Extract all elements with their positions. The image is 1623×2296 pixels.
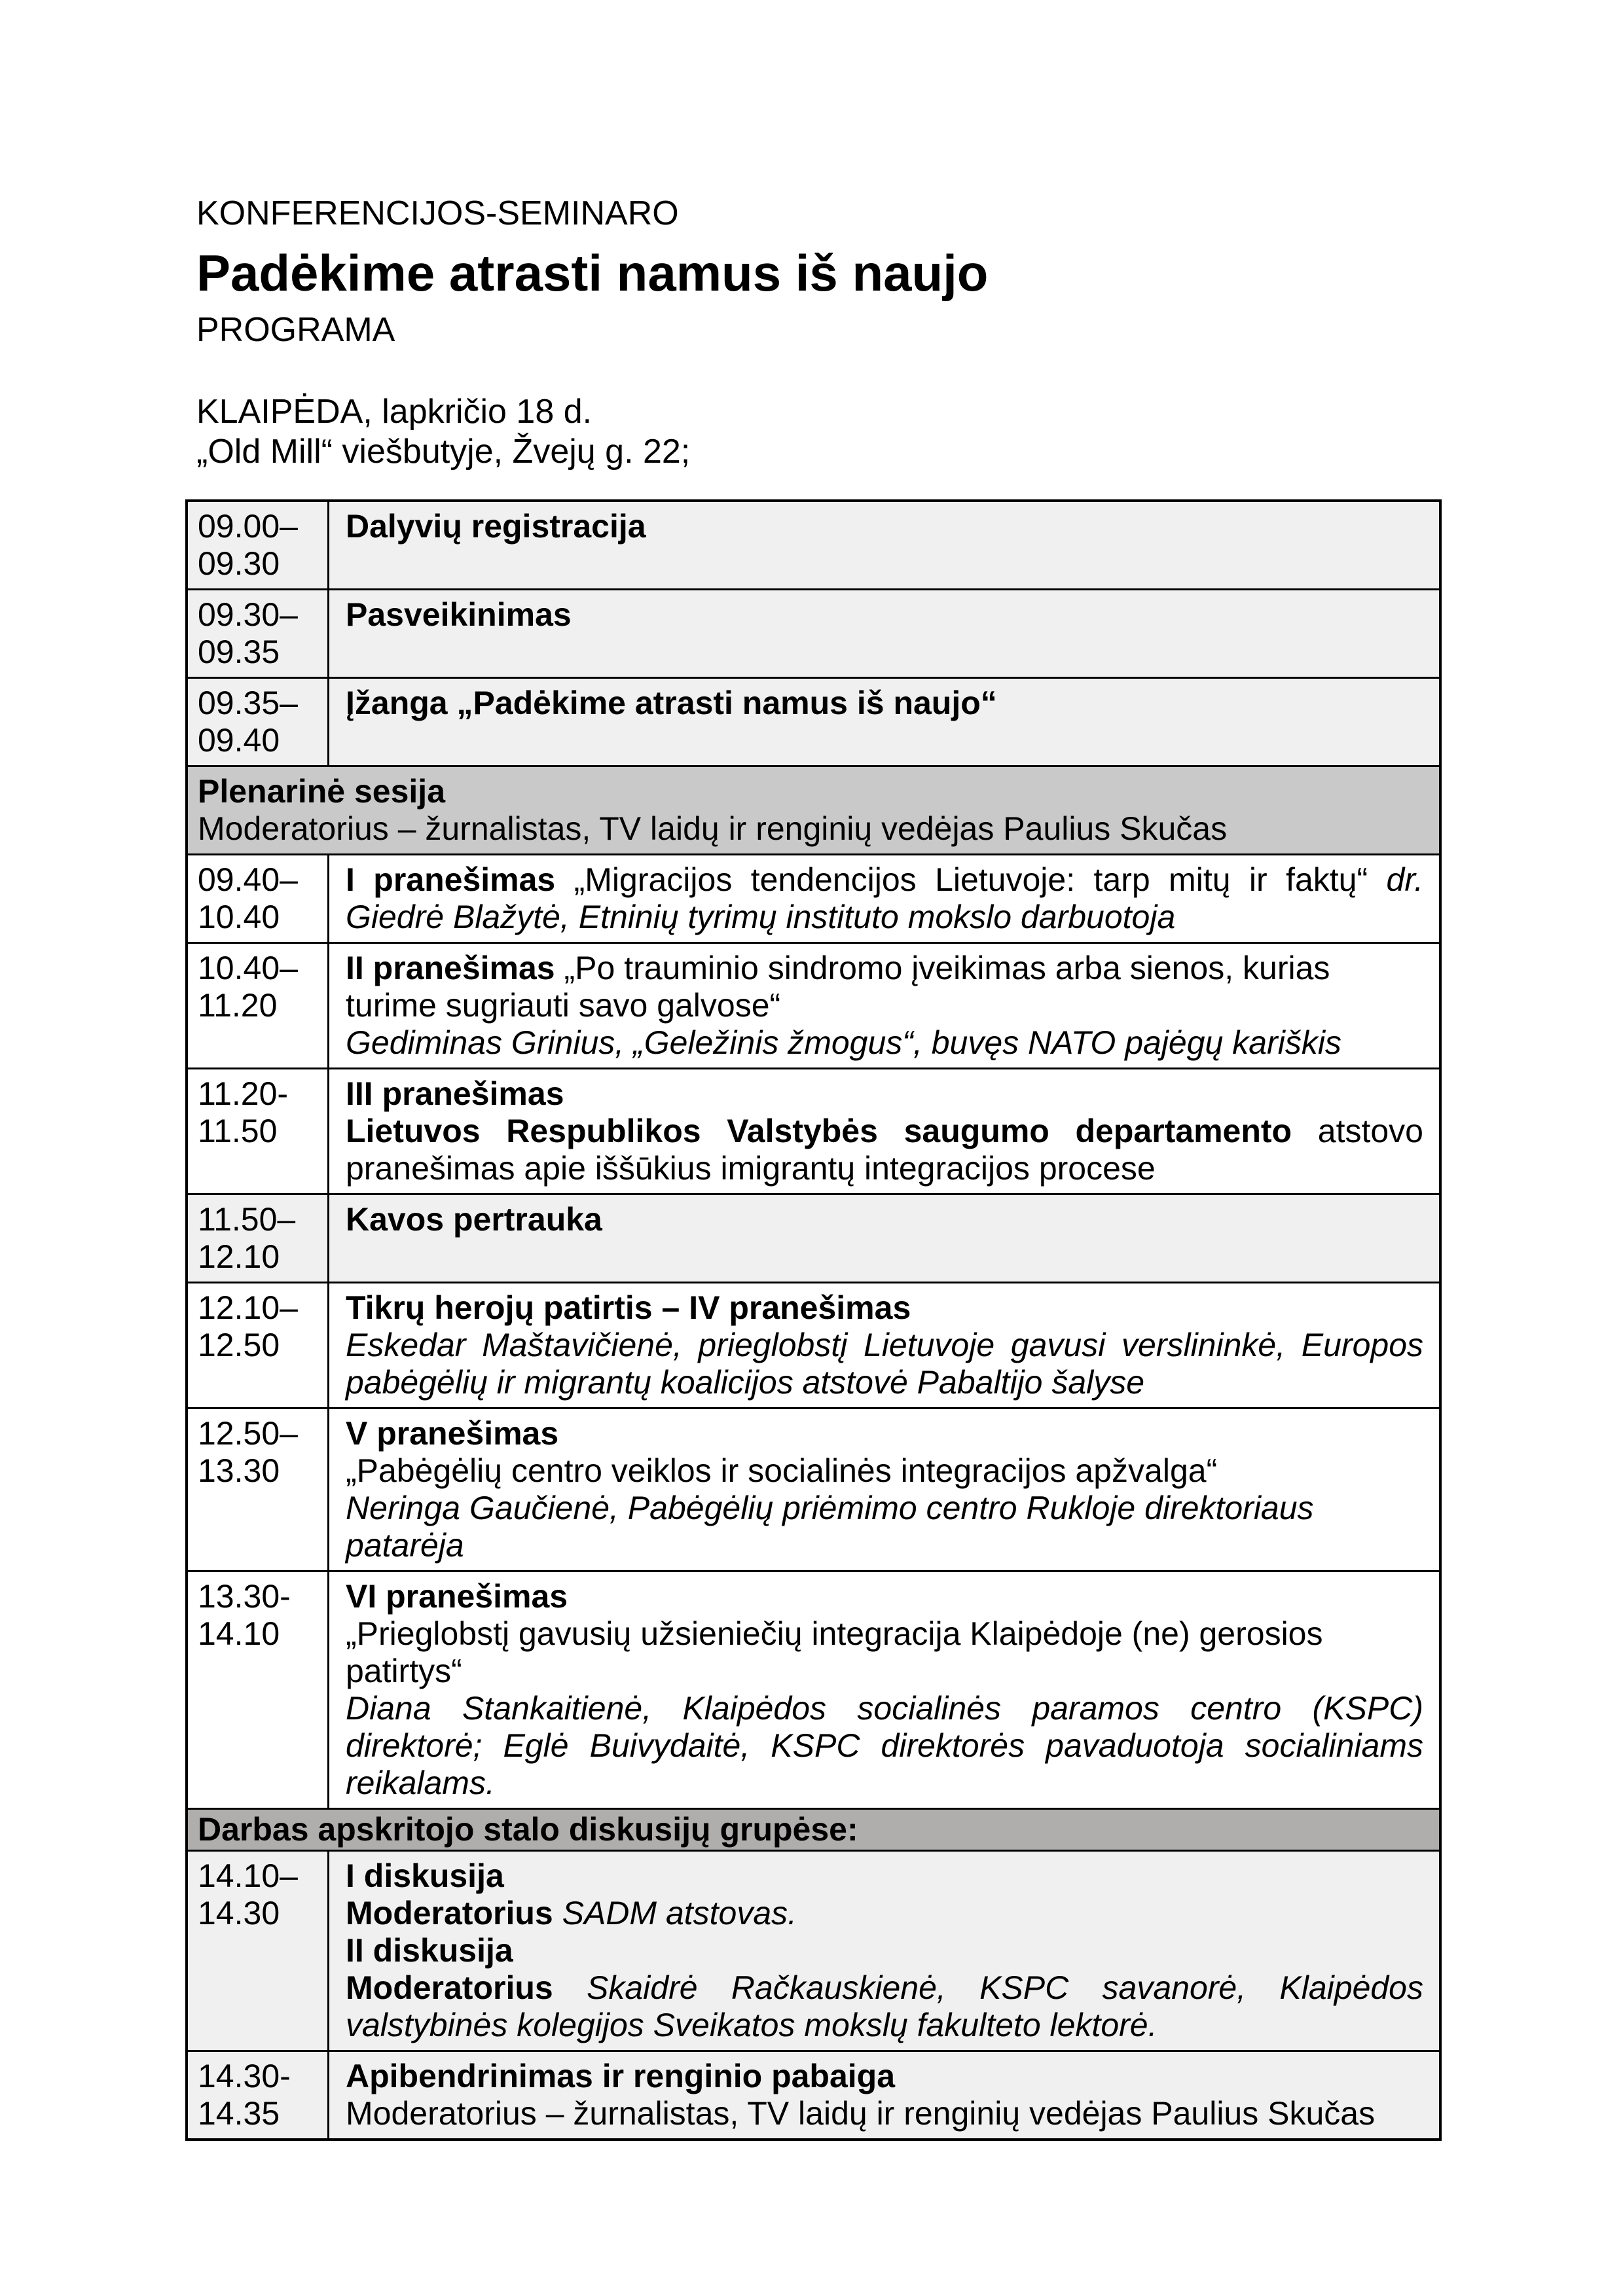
- schedule-paragraph: [346, 1490, 1423, 1564]
- text-segment: Moderatorius – žurnalistas, TV laidų ir renginių vedėjas Paulius Skučas: [198, 810, 1228, 847]
- time-text: 09.35–: [198, 685, 298, 721]
- time-text: 11.20: [198, 987, 278, 1024]
- text-segment: „Po trauminio sindromo įveikimas arba sienos, kurias turime sugriauti savo galvose“: [346, 950, 1330, 1024]
- time-text: 09.40–: [198, 861, 298, 898]
- time-cell: [187, 1571, 329, 1809]
- schedule-paragraph: [346, 1690, 1423, 1802]
- text-segment: „Pabėgėlių centro veiklos ir socialinės integracijos apžvalga“: [346, 1452, 1218, 1489]
- text-segment: I diskusija: [346, 1857, 504, 1894]
- time-text: 10.40–: [198, 950, 298, 986]
- agenda-item-cell: [329, 1851, 1441, 2051]
- time-cell: [187, 1069, 329, 1194]
- agenda-item-cell: [329, 855, 1441, 943]
- schedule-row: [187, 1194, 1440, 1283]
- text-segment: Neringa Gaučienė, Pabėgėlių priėmimo centro Rukloje direktoriaus patarėja: [346, 1490, 1314, 1564]
- text-segment: VI pranešimas: [346, 1578, 568, 1615]
- time-text: 14.10: [198, 1615, 280, 1652]
- time-text: 14.30-: [198, 2058, 291, 2094]
- schedule-paragraph: [346, 1932, 1423, 1969]
- text-segment: Įžanga „Padėkime atrasti namus iš naujo“: [346, 685, 997, 721]
- schedule-paragraph: [346, 1075, 1423, 1113]
- schedule-row: [187, 855, 1440, 943]
- time-text: 12.10: [198, 1238, 280, 1275]
- schedule-paragraph: [346, 861, 1423, 936]
- document-title: Padėkime atrasti namus iš naujo: [196, 244, 989, 302]
- schedule-paragraph: [346, 1969, 1423, 2044]
- section-band-cell: [187, 1809, 1440, 1851]
- section-band-cell: [187, 766, 1440, 855]
- time-text: 09.30–: [198, 596, 298, 633]
- schedule-paragraph: [346, 685, 1423, 722]
- time-text: 14.10–: [198, 1857, 298, 1894]
- time-text: 14.35: [198, 2095, 280, 2132]
- agenda-item-cell: [329, 1069, 1441, 1194]
- schedule-paragraph: [346, 1024, 1423, 1062]
- schedule-row: [187, 678, 1440, 766]
- text-segment: Eskedar Maštavičienė, prieglobstį Lietuvoje gavusi verslininkė, Europos pabėgėlių ir migrantų koalicijos atstovė Pabaltijo šalyse: [346, 1327, 1423, 1401]
- text-segment: Diana Stankaitienė, Klaipėdos socialinės paramos centro (KSPC) direktorė; Eglė Buivydaitė, KSPC direktorės pavaduotoja socialiniams reikalams.: [346, 1690, 1423, 1801]
- text-segment: Darbas apskritojo stalo diskusijų grupėse:: [198, 1811, 858, 1848]
- document-subtitle: PROGRAMA: [196, 311, 395, 349]
- text-segment: II pranešimas: [346, 950, 564, 986]
- schedule-paragraph: [346, 1615, 1423, 1690]
- time-cell: [187, 678, 329, 766]
- schedule-paragraph: [346, 2058, 1423, 2095]
- text-segment: Skaidrė Račkauskienė, KSPC savanorė, Klaipėdos valstybinės kolegijos Sveikatos mokslų fakulteto lektorė.: [346, 1969, 1423, 2043]
- time-text: 14.30: [198, 1895, 280, 1931]
- time-text: 11.20-: [198, 1075, 289, 1112]
- text-segment: Gediminas Grinius, „Geležinis žmogus“, buvęs NATO pajėgų kariškis: [346, 1024, 1341, 1061]
- schedule-row: [187, 2051, 1440, 2140]
- schedule-row: [187, 1283, 1440, 1408]
- text-segment: Apibendrinimas ir renginio pabaiga: [346, 2058, 896, 2094]
- event-date-line: KLAIPĖDA, lapkričio 18 d.: [196, 393, 593, 431]
- time-text: 13.30: [198, 1452, 280, 1489]
- schedule-row: [187, 501, 1440, 590]
- time-text: 10.40: [198, 899, 280, 935]
- text-segment: Kavos pertrauka: [346, 1201, 602, 1238]
- text-segment: Moderatorius – žurnalistas, TV laidų ir renginių vedėjas Paulius Skučas: [346, 2095, 1376, 2132]
- schedule-row: [187, 1408, 1440, 1571]
- event-venue-line: „Old Mill“ viešbutyje, Žvejų g. 22;: [196, 433, 691, 471]
- section-band-row: [187, 766, 1440, 855]
- time-text: 11.50–: [198, 1201, 296, 1238]
- schedule-paragraph: [346, 950, 1423, 1024]
- time-cell: [187, 2051, 329, 2140]
- text-segment: III pranešimas: [346, 1075, 564, 1112]
- text-segment: Tikrų herojų patirtis – IV pranešimas: [346, 1289, 911, 1326]
- schedule-paragraph: [346, 1895, 1423, 1932]
- time-cell: [187, 1408, 329, 1571]
- text-segment: Moderatorius: [346, 1895, 562, 1931]
- agenda-item-cell: [329, 943, 1441, 1069]
- schedule-paragraph: [346, 1857, 1423, 1895]
- time-text: 12.50: [198, 1327, 280, 1363]
- schedule-paragraph: [198, 1811, 1423, 1848]
- schedule-paragraph: [346, 1113, 1423, 1187]
- text-segment: „Prieglobstį gavusių užsieniečių integracija Klaipėdoje (ne) gerosios patirtys“: [346, 1615, 1323, 1689]
- text-segment: „Migracijos tendencijos Lietuvoje: tarp mitų ir faktų“: [574, 861, 1387, 898]
- time-cell: [187, 590, 329, 678]
- time-text: 13.30-: [198, 1578, 291, 1615]
- time-text: 12.10–: [198, 1289, 298, 1326]
- time-text: 09.40: [198, 722, 280, 759]
- time-cell: [187, 855, 329, 943]
- time-cell: [187, 501, 329, 590]
- schedule-paragraph: [346, 1327, 1423, 1401]
- text-segment: V pranešimas: [346, 1415, 559, 1452]
- text-segment: Lietuvos Respublikos Valstybės saugumo departamento: [346, 1113, 1318, 1149]
- agenda-item-cell: [329, 1283, 1441, 1408]
- time-cell: [187, 1194, 329, 1283]
- schedule-paragraph: [198, 810, 1423, 848]
- document-kicker: KONFERENCIJOS-SEMINARO: [196, 194, 679, 232]
- schedule-paragraph: [346, 1415, 1423, 1452]
- agenda-item-cell: [329, 2051, 1441, 2140]
- schedule-paragraph: [346, 596, 1423, 634]
- agenda-item-cell: [329, 1571, 1441, 1809]
- time-text: 09.35: [198, 634, 280, 670]
- schedule-row: [187, 1069, 1440, 1194]
- schedule-paragraph: [346, 1201, 1423, 1238]
- schedule-paragraph: [346, 1578, 1423, 1615]
- time-cell: [187, 943, 329, 1069]
- text-segment: I pranešimas: [346, 861, 574, 898]
- agenda-item-cell: [329, 678, 1441, 766]
- text-segment: SADM atstovas.: [562, 1895, 797, 1931]
- schedule-paragraph: [198, 773, 1423, 810]
- agenda-item-cell: [329, 1408, 1441, 1571]
- schedule-row: [187, 590, 1440, 678]
- schedule-paragraph: [346, 1452, 1423, 1490]
- text-segment: Moderatorius: [346, 1969, 587, 2006]
- time-text: 12.50–: [198, 1415, 298, 1452]
- text-segment: dr. Giedrė Blažytė, Etninių tyrimų instituto mokslo darbuotoja: [346, 861, 1424, 935]
- time-text: 09.30: [198, 545, 280, 582]
- text-segment: Pasveikinimas: [346, 596, 572, 633]
- text-segment: Plenarinė sesija: [198, 773, 446, 810]
- time-cell: [187, 1851, 329, 2051]
- schedule-row: [187, 1851, 1440, 2051]
- agenda-item-cell: [329, 1194, 1441, 1283]
- text-segment: Dalyvių registracija: [346, 508, 646, 545]
- schedule-row: [187, 943, 1440, 1069]
- schedule-paragraph: [346, 508, 1423, 545]
- text-segment: atstovo pranešimas apie iššūkius imigrantų integracijos procese: [346, 1113, 1423, 1187]
- agenda-item-cell: [329, 501, 1441, 590]
- text-segment: II diskusija: [346, 1932, 513, 1969]
- schedule-row: [187, 1571, 1440, 1809]
- program-schedule-table: [185, 499, 1442, 2141]
- time-text: 09.00–: [198, 508, 298, 545]
- time-cell: [187, 1283, 329, 1408]
- agenda-item-cell: [329, 590, 1441, 678]
- schedule-paragraph: [346, 2095, 1423, 2132]
- time-text: 11.50: [198, 1113, 278, 1149]
- section-band-row: [187, 1809, 1440, 1851]
- schedule-paragraph: [346, 1289, 1423, 1327]
- program-schedule-body: [187, 501, 1440, 2140]
